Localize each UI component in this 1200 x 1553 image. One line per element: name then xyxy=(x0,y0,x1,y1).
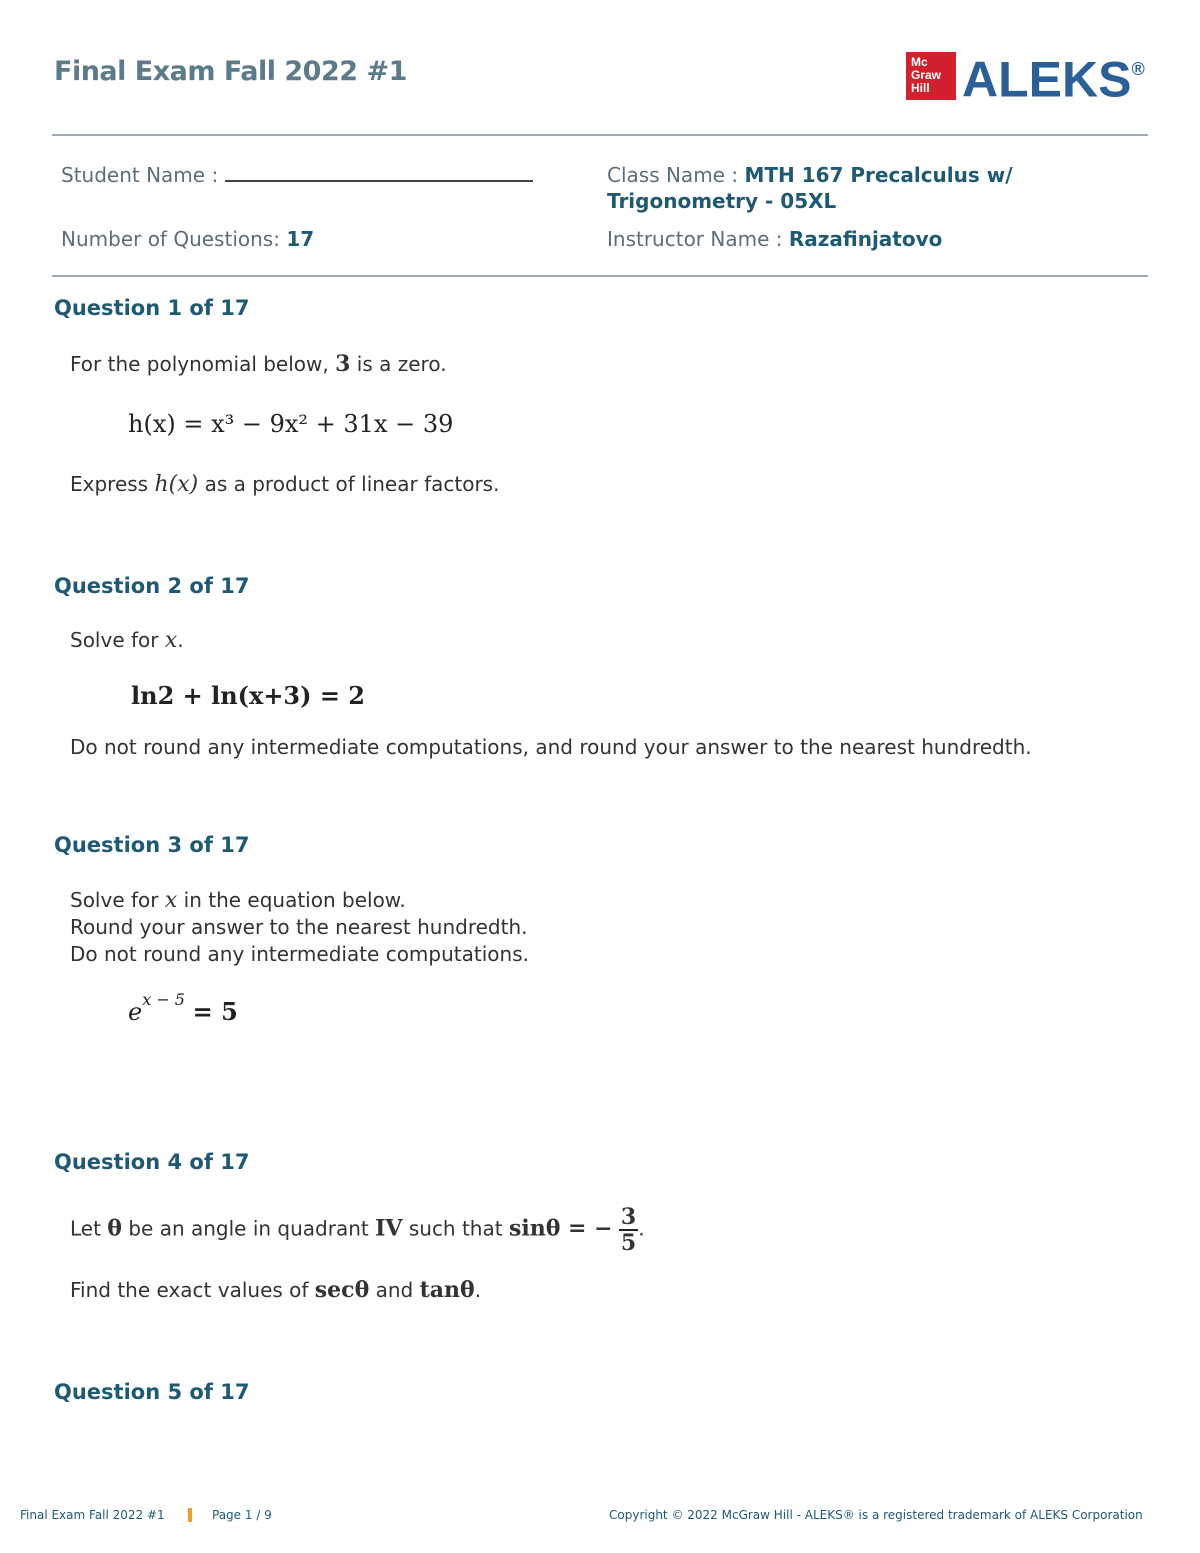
footer-title: Final Exam Fall 2022 #1 xyxy=(20,1508,165,1522)
question-4-heading: Question 4 of 17 xyxy=(54,1150,250,1174)
aleks-logo xyxy=(906,51,1145,108)
question-4-intro: Let θ be an angle in quadrant IV such that sinθ = − $\frac{3}{5}$ . xyxy=(70,1204,645,1256)
question-2-equation: ln2 + ln(x+3) = 2 xyxy=(131,681,365,710)
instructor-name: Instructor Name : Razafinjatovo xyxy=(607,227,943,251)
question-2-intro: Solve for x. xyxy=(70,628,184,653)
question-1-instruction: Express h(x) as a product of linear factors. xyxy=(70,472,500,497)
question-3-heading: Question 3 of 17 xyxy=(54,833,250,857)
fraction-three-fifths: $\frac{3}{5}$ xyxy=(620,1204,637,1256)
class-name: Class Name : MTH 167 Precalculus w/ Trigonometry - 05XL xyxy=(607,163,1013,213)
question-4-instruction: Find the exact values of secθ and tanθ. xyxy=(70,1277,482,1303)
page-title: Final Exam Fall 2022 #1 xyxy=(54,56,407,87)
copyright-notice: Copyright © 2022 McGraw Hill - ALEKS® is a registered trademark of ALEKS Corporation xyxy=(609,1508,1143,1522)
footer-separator xyxy=(188,1508,192,1522)
question-2-heading: Question 2 of 17 xyxy=(54,574,250,598)
student-name-blank xyxy=(225,162,533,182)
mcgraw-hill-logo: Mc Graw Hill xyxy=(906,52,956,100)
student-name-field: Student Name : xyxy=(61,162,533,187)
question-3-intro: Solve for x in the equation below. Round your answer to the nearest hundredth. Do not round any intermediate computations. xyxy=(70,888,529,966)
number-of-questions: Number of Questions: 17 xyxy=(61,227,315,251)
question-1-heading: Question 1 of 17 xyxy=(54,296,250,320)
aleks-wordmark: ALEKS® xyxy=(962,51,1145,108)
info-divider xyxy=(52,275,1148,277)
question-3-equation: $e^{x - 5} = 5$ xyxy=(128,990,238,1026)
question-1-equation: h(x) = x³ − 9x² + 31x − 39 xyxy=(128,410,454,438)
question-2-instruction: Do not round any intermediate computations, and round your answer to the nearest hundredth. xyxy=(70,735,1032,759)
header-divider xyxy=(52,134,1148,136)
page-number: Page 1 / 9 xyxy=(212,1508,272,1522)
question-1-intro: For the polynomial below, 3 is a zero. xyxy=(70,351,447,377)
question-5-heading: Question 5 of 17 xyxy=(54,1380,250,1404)
